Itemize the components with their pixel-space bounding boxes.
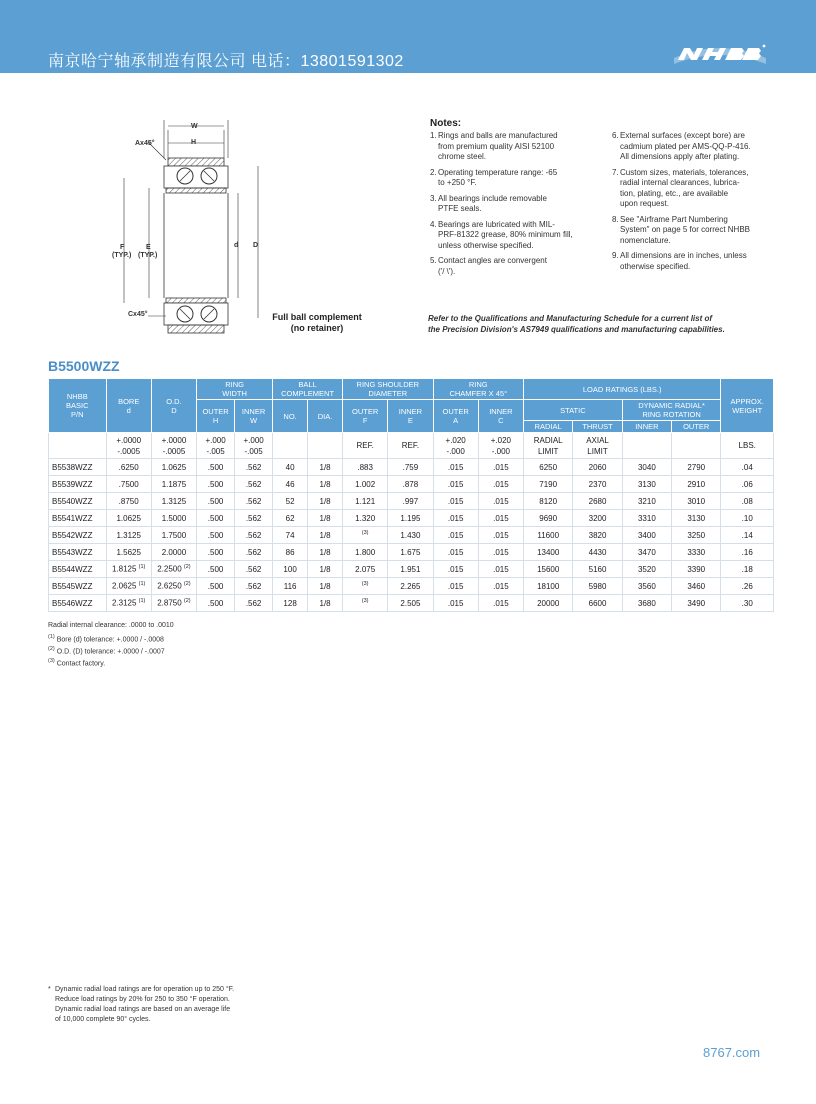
cell-a: .015 xyxy=(433,578,478,595)
tol-inner xyxy=(622,433,671,459)
cell-w: .562 xyxy=(235,527,273,544)
header-chamfer: RING CHAMFER X 45° xyxy=(433,379,523,400)
header-od: O.D. D xyxy=(151,379,196,433)
header-outer-f: OUTER F xyxy=(343,400,388,433)
cell-outer: 2790 xyxy=(672,459,721,476)
note-number: 8. xyxy=(612,214,619,224)
cell-c: .015 xyxy=(478,510,523,527)
cell-pn: B5540WZZ xyxy=(49,493,107,510)
cell-inner: 3520 xyxy=(622,561,671,578)
cell-no: 116 xyxy=(273,578,308,595)
cell-od: 1.3125 xyxy=(151,493,196,510)
cell-f: 1.002 xyxy=(343,476,388,493)
cell-radial: 7190 xyxy=(524,476,573,493)
cell-dia: 1/8 xyxy=(308,578,343,595)
cell-bore: .8750 xyxy=(106,493,151,510)
cell-no: 62 xyxy=(273,510,308,527)
note-item xyxy=(612,215,782,247)
cell-bore: 1.5625 xyxy=(106,544,151,561)
header-outer-a: OUTER A xyxy=(433,400,478,433)
refer-line-2: the Precision Division's AS7949 qualifications and manufacturing capabilities. xyxy=(428,324,725,334)
bearing-drawing xyxy=(108,118,278,348)
table-row xyxy=(49,544,774,561)
cell-thrust: 2680 xyxy=(573,493,622,510)
cell-dia: 1/8 xyxy=(308,561,343,578)
cell-inner: 3560 xyxy=(622,578,671,595)
cell-od: 1.1875 xyxy=(151,476,196,493)
cell-a: .015 xyxy=(433,476,478,493)
header-inner-c: INNER C xyxy=(478,400,523,433)
nhbb-logo xyxy=(672,40,768,71)
label-f-typ: (TYP.) xyxy=(112,252,132,259)
cell-f: .883 xyxy=(343,459,388,476)
cell-thrust: 2060 xyxy=(573,459,622,476)
cell-dia: 1/8 xyxy=(308,459,343,476)
note-item xyxy=(430,256,600,277)
header-outer: OUTER xyxy=(672,421,721,433)
header-no: NO. xyxy=(273,400,308,433)
cell-bore: 2.3125 $^{(1)}$ xyxy=(106,595,151,612)
cell-thrust: 5980 xyxy=(573,578,622,595)
cell-e: 1.951 xyxy=(388,561,433,578)
note-number: 4. xyxy=(430,219,437,229)
cell-od: 2.2500 $^{(2)}$ xyxy=(151,561,196,578)
tol-a: +.020 -.000 xyxy=(433,433,478,459)
note-item xyxy=(430,194,600,215)
cell-w: .562 xyxy=(235,578,273,595)
cell-bore: 1.0625 xyxy=(106,510,151,527)
cell-od: 2.6250 $^{(2)}$ xyxy=(151,578,196,595)
header-ring-width: RING WIDTH xyxy=(197,379,273,400)
cell-weight: .16 xyxy=(721,544,774,561)
tol-dia xyxy=(308,433,343,459)
cell-radial: 15600 xyxy=(524,561,573,578)
table-row xyxy=(49,561,774,578)
cell-thrust: 5160 xyxy=(573,561,622,578)
cell-c: .015 xyxy=(478,578,523,595)
cell-w: .562 xyxy=(235,510,273,527)
cell-dia: 1/8 xyxy=(308,527,343,544)
tol-w: +.000 -.005 xyxy=(235,433,273,459)
table-row xyxy=(49,527,774,544)
note-text: See "Airframe Part Numbering System" on page 5 for correct NHBB nomenclature. xyxy=(620,214,751,245)
header-pn: NHBB BASIC P/N xyxy=(49,379,107,433)
cell-no: 100 xyxy=(273,561,308,578)
cell-h: .500 xyxy=(197,527,235,544)
cell-outer: 3330 xyxy=(672,544,721,561)
cell-no: 86 xyxy=(273,544,308,561)
cell-weight: .06 xyxy=(721,476,774,493)
label-f: F xyxy=(120,244,125,251)
cell-e: .759 xyxy=(388,459,433,476)
header-radial: RADIAL xyxy=(524,421,573,433)
cell-dia: 1/8 xyxy=(308,476,343,493)
note-item xyxy=(430,131,600,163)
tol-outer xyxy=(672,433,721,459)
cell-f: 1.320 xyxy=(343,510,388,527)
cell-outer: 3250 xyxy=(672,527,721,544)
cell-radial: 13400 xyxy=(524,544,573,561)
cell-pn: B5542WZZ xyxy=(49,527,107,544)
nhbb-logo-graphic xyxy=(672,40,768,66)
label-h: H xyxy=(191,139,197,146)
header-weight: APPROX. WEIGHT xyxy=(721,379,774,433)
tol-weight: LBS. xyxy=(721,433,774,459)
cell-bore: .6250 xyxy=(106,459,151,476)
cell-inner: 3040 xyxy=(622,459,671,476)
cell-inner: 3680 xyxy=(622,595,671,612)
note-item xyxy=(612,251,782,272)
cell-no: 128 xyxy=(273,595,308,612)
cell-weight: .14 xyxy=(721,527,774,544)
cell-c: .015 xyxy=(478,544,523,561)
cell-od: 1.0625 xyxy=(151,459,196,476)
cell-bore: .7500 xyxy=(106,476,151,493)
cell-h: .500 xyxy=(197,476,235,493)
note-text: Bearings are lubricated with MIL- PRF-81322 grease, 80% minimum fill, unless otherwise specified. xyxy=(438,219,573,250)
cell-a: .015 xyxy=(433,595,478,612)
cell-dia: 1/8 xyxy=(308,544,343,561)
cell-inner: 3210 xyxy=(622,493,671,510)
header-inner: INNER xyxy=(622,421,671,433)
cell-f: 1.800 xyxy=(343,544,388,561)
note-asterisk: * xyxy=(48,986,51,993)
cell-h: .500 xyxy=(197,510,235,527)
cell-radial: 8120 xyxy=(524,493,573,510)
section-title: B5500WZZ xyxy=(48,358,120,374)
cell-h: .500 xyxy=(197,595,235,612)
logo-text xyxy=(672,40,673,41)
cell-thrust: 3200 xyxy=(573,510,622,527)
header-inner-e: INNER E xyxy=(388,400,433,433)
cell-pn: B5545WZZ xyxy=(49,578,107,595)
cell-a: .015 xyxy=(433,527,478,544)
cell-radial: 20000 xyxy=(524,595,573,612)
cell-bore: 1.8125 $^{(1)}$ xyxy=(106,561,151,578)
tol-no xyxy=(273,433,308,459)
header-bore: BORE d xyxy=(106,379,151,433)
tol-thrust: AXIAL LIMIT xyxy=(573,433,622,459)
complement-line-2: (no retainer) xyxy=(290,323,344,333)
note-text: All bearings include removable PTFE seals. xyxy=(438,193,547,213)
cell-c: .015 xyxy=(478,493,523,510)
cell-thrust: 2370 xyxy=(573,476,622,493)
cell-f: (3) xyxy=(343,527,388,544)
header-load: LOAD RATINGS (LBS.) xyxy=(524,379,721,400)
table-row xyxy=(49,493,774,510)
note-item xyxy=(430,220,600,252)
complement-caption xyxy=(262,312,372,334)
header-ball: BALL COMPLEMENT xyxy=(273,379,343,400)
cell-outer: 3130 xyxy=(672,510,721,527)
header-inner-w: INNER W xyxy=(235,400,273,433)
cell-od: 2.8750 $^{(2)}$ xyxy=(151,595,196,612)
cell-c: .015 xyxy=(478,595,523,612)
cell-h: .500 xyxy=(197,561,235,578)
cell-inner: 3470 xyxy=(622,544,671,561)
footnote-clearance: Radial internal clearance: .0000 to .0010 xyxy=(48,622,174,629)
cell-inner: 3400 xyxy=(622,527,671,544)
tol-f: REF. xyxy=(343,433,388,459)
cell-f: (3) xyxy=(343,578,388,595)
site-url: 8767.com xyxy=(703,1045,761,1060)
cell-e: .997 xyxy=(388,493,433,510)
table-row xyxy=(49,578,774,595)
header-outer-h: OUTER H xyxy=(197,400,235,433)
cell-radial: 11600 xyxy=(524,527,573,544)
cell-w: .562 xyxy=(235,459,273,476)
footnote-3: $^{(3)}$ Contact factory. xyxy=(48,658,106,668)
note-number: 3. xyxy=(430,193,437,203)
cell-e: 2.265 xyxy=(388,578,433,595)
table-row xyxy=(49,595,774,612)
cell-dia: 1/8 xyxy=(308,493,343,510)
header-dynamic: DYNAMIC RADIAL* RING ROTATION xyxy=(622,400,721,421)
label-d-od: D xyxy=(253,242,259,249)
note-text: All dimensions are in inches, unless otherwise specified. xyxy=(620,251,747,271)
tol-h: +.000 -.005 xyxy=(197,433,235,459)
cell-outer: 3460 xyxy=(672,578,721,595)
cell-radial: 9690 xyxy=(524,510,573,527)
refer-line-1: Refer to the Qualifications and Manufacturing Schedule for a current list of xyxy=(428,314,713,323)
header-static: STATIC xyxy=(524,400,623,421)
cell-h: .500 xyxy=(197,493,235,510)
cell-radial: 6250 xyxy=(524,459,573,476)
cell-weight: .18 xyxy=(721,561,774,578)
tol-radial: RADIAL LIMIT xyxy=(524,433,573,459)
cell-radial: 18100 xyxy=(524,578,573,595)
cell-pn: B5539WZZ xyxy=(49,476,107,493)
company-title: 南京哈宁轴承制造有限公司 电话：13801591302 xyxy=(48,53,404,70)
header-thrust: THRUST xyxy=(573,421,622,433)
cell-h: .500 xyxy=(197,578,235,595)
label-e-typ: (TYP.) xyxy=(138,252,158,259)
cell-c: .015 xyxy=(478,459,523,476)
cell-a: .015 xyxy=(433,493,478,510)
cell-bore: 1.3125 xyxy=(106,527,151,544)
note-text: Operating temperature range: -65 to +250 °F. xyxy=(438,167,558,187)
label-c: Cx45° xyxy=(128,311,148,318)
cell-w: .562 xyxy=(235,595,273,612)
cell-h: .500 xyxy=(197,544,235,561)
label-e: E xyxy=(146,244,151,251)
spec-table xyxy=(48,378,774,612)
tolerance-row xyxy=(49,433,774,459)
tol-e: REF. xyxy=(388,433,433,459)
table-row xyxy=(49,459,774,476)
cell-w: .562 xyxy=(235,561,273,578)
cell-no: 52 xyxy=(273,493,308,510)
cell-od: 1.5000 xyxy=(151,510,196,527)
header-banner xyxy=(0,0,816,73)
cell-weight: .10 xyxy=(721,510,774,527)
cell-no: 40 xyxy=(273,459,308,476)
cell-a: .015 xyxy=(433,544,478,561)
refer-text xyxy=(428,314,778,335)
note-number: 6. xyxy=(612,131,619,140)
cell-c: .015 xyxy=(478,476,523,493)
cell-e: 1.675 xyxy=(388,544,433,561)
cell-weight: .04 xyxy=(721,459,774,476)
note-number: 1. xyxy=(430,131,437,140)
note-number: 7. xyxy=(612,167,619,177)
note-text: Custom sizes, materials, tolerances, radial internal clearances, lubrica- tion, plating, etc., are available upon request. xyxy=(620,167,749,208)
cell-thrust: 3820 xyxy=(573,527,622,544)
dynamic-load-note xyxy=(48,985,278,1025)
table-row xyxy=(49,510,774,527)
note-item xyxy=(430,168,600,189)
header-dia: DIA. xyxy=(308,400,343,433)
cell-c: .015 xyxy=(478,561,523,578)
cell-outer: 2910 xyxy=(672,476,721,493)
cell-pn: B5538WZZ xyxy=(49,459,107,476)
cell-e: 1.430 xyxy=(388,527,433,544)
cell-dia: 1/8 xyxy=(308,595,343,612)
header-shoulder: RING SHOULDER DIAMETER xyxy=(343,379,433,400)
cell-thrust: 6600 xyxy=(573,595,622,612)
footnote-2: $^{(2)}$ O.D. (D) tolerance: +.0000 / -.0007 xyxy=(48,646,165,656)
note-item xyxy=(612,168,782,210)
cell-a: .015 xyxy=(433,561,478,578)
cell-pn: B5544WZZ xyxy=(49,561,107,578)
cell-weight: .30 xyxy=(721,595,774,612)
note-number: 5. xyxy=(430,256,437,265)
note-number: 9. xyxy=(612,251,619,260)
cell-thrust: 4430 xyxy=(573,544,622,561)
cell-pn: B5541WZZ xyxy=(49,510,107,527)
cell-w: .562 xyxy=(235,544,273,561)
cell-outer: 3010 xyxy=(672,493,721,510)
cell-e: 2.505 xyxy=(388,595,433,612)
notes-title: Notes: xyxy=(430,118,462,129)
cell-dia: 1/8 xyxy=(308,510,343,527)
cell-outer: 3490 xyxy=(672,595,721,612)
cell-f: 1.121 xyxy=(343,493,388,510)
cell-pn: B5546WZZ xyxy=(49,595,107,612)
cell-no: 46 xyxy=(273,476,308,493)
note-text: Rings and balls are manufactured from premium quality AISI 52100 chrome steel. xyxy=(438,131,558,161)
cell-inner: 3130 xyxy=(622,476,671,493)
note-text: Dynamic radial load ratings are for operation up to 250 °F. Reduce load ratings by 20% for 250 to 350 °F operation. Dynamic radial load ratings are based on an average life of 10,000 complete 90° cycles. xyxy=(55,986,235,1023)
complement-line-1: Full ball complement xyxy=(272,312,362,322)
cell-od: 1.7500 xyxy=(151,527,196,544)
tol-od: +.0000 -.0005 xyxy=(151,433,196,459)
cell-bore: 2.0625 $^{(1)}$ xyxy=(106,578,151,595)
tol-pn xyxy=(49,433,107,459)
cell-od: 2.0000 xyxy=(151,544,196,561)
cell-c: .015 xyxy=(478,527,523,544)
footnote-1: $^{(1)}$ Bore (d) tolerance: +.0000 / -.0008 xyxy=(48,634,164,644)
cell-a: .015 xyxy=(433,510,478,527)
note-text: Contact angles are convergent ('/ \'). xyxy=(438,256,547,276)
cell-e: 1.195 xyxy=(388,510,433,527)
cell-inner: 3310 xyxy=(622,510,671,527)
note-number: 2. xyxy=(430,167,437,177)
label-d-bore: d xyxy=(234,242,239,249)
cell-f: (3) xyxy=(343,595,388,612)
label-a: Ax45° xyxy=(135,140,155,147)
cell-e: .878 xyxy=(388,476,433,493)
cell-w: .562 xyxy=(235,493,273,510)
cell-w: .562 xyxy=(235,476,273,493)
cell-f: 2.075 xyxy=(343,561,388,578)
tol-c: +.020 -.000 xyxy=(478,433,523,459)
cell-weight: .08 xyxy=(721,493,774,510)
cell-pn: B5543WZZ xyxy=(49,544,107,561)
tol-bore: +.0000 -.0005 xyxy=(106,433,151,459)
cell-a: .015 xyxy=(433,459,478,476)
cell-no: 74 xyxy=(273,527,308,544)
note-item xyxy=(612,131,782,163)
note-text: External surfaces (except bore) are cadmium plated per AMS-QQ-P-416. All dimensions apply after plating. xyxy=(620,131,751,161)
table-row xyxy=(49,476,774,493)
cell-h: .500 xyxy=(197,459,235,476)
cell-outer: 3390 xyxy=(672,561,721,578)
label-w: W xyxy=(191,123,198,130)
cell-weight: .26 xyxy=(721,578,774,595)
